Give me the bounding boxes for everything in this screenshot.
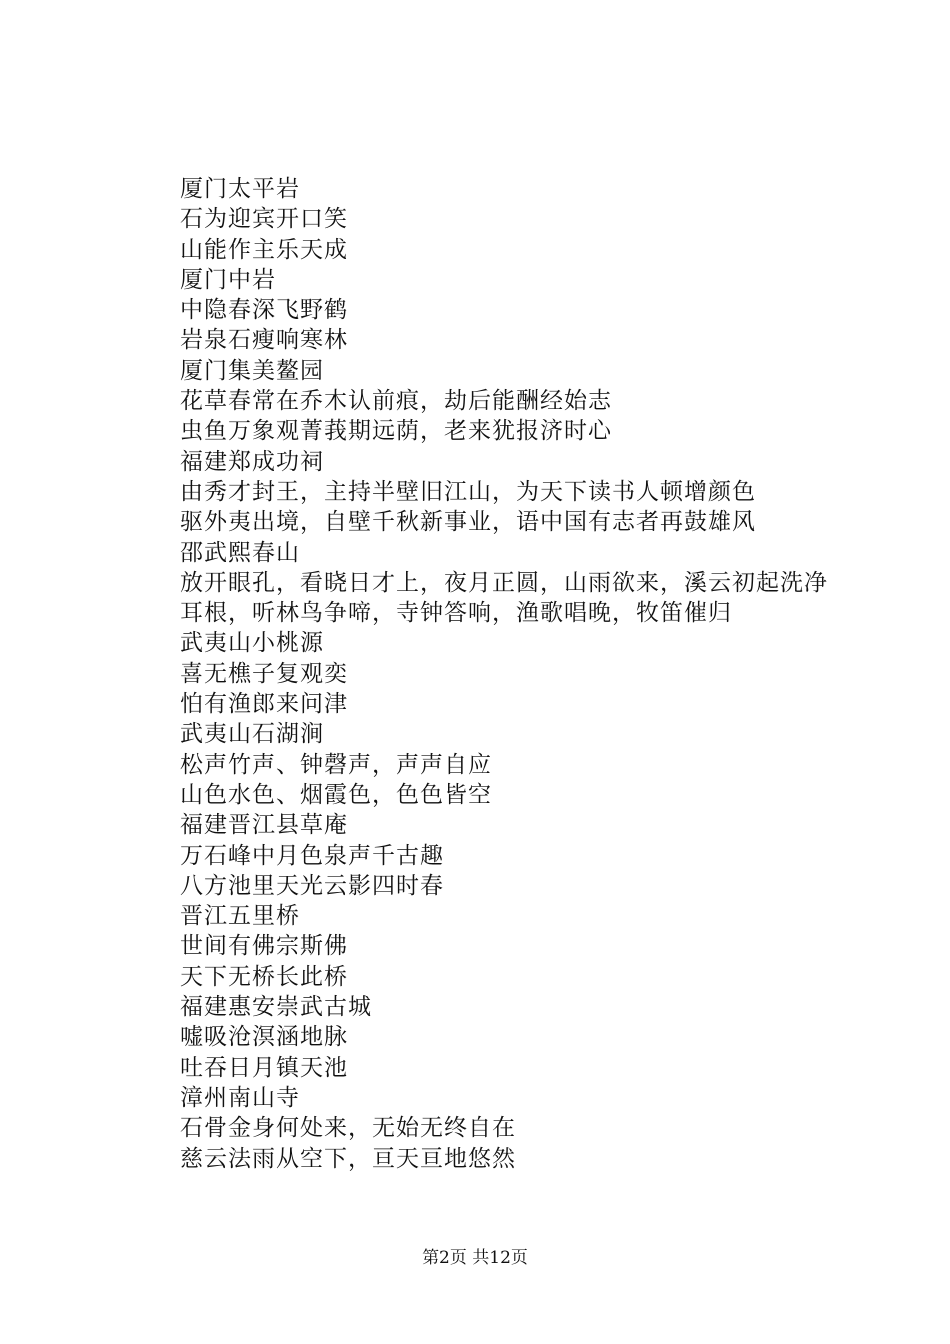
text-line: 世间有佛宗斯佛 xyxy=(180,933,348,960)
page-number-footer: 第2页 共12页 xyxy=(422,1248,528,1268)
text-line: 石为迎宾开口笑 xyxy=(180,206,348,233)
text-line: 厦门集美鳌园 xyxy=(180,357,324,384)
text-line: 八方池里天光云影四时春 xyxy=(180,872,444,899)
text-line: 山能作主乐天成 xyxy=(180,236,348,263)
text-line: 福建晋江县草庵 xyxy=(180,812,348,839)
text-line: 中隐春深飞野鹤 xyxy=(180,297,348,324)
text-line: 福建郑成功祠 xyxy=(180,448,324,475)
text-line: 山色水色、烟霞色，色色皆空 xyxy=(180,781,492,808)
text-line: 福建惠安崇武古城 xyxy=(180,994,372,1021)
text-line: 晋江五里桥 xyxy=(180,903,300,930)
text-line: 驱外夷出境，自壁千秋新事业，语中国有志者再鼓雄风 xyxy=(180,509,756,536)
text-line: 吐吞日月镇天池 xyxy=(180,1054,348,1081)
text-line: 万石峰中月色泉声千古趣 xyxy=(180,842,444,869)
text-line: 由秀才封王，主持半壁旧江山，为天下读书人顿增颜色 xyxy=(180,478,756,505)
text-line: 石骨金身何处来，无始无终自在 xyxy=(180,1115,516,1142)
text-line: 厦门中岩 xyxy=(180,266,276,293)
text-line: 武夷山石湖涧 xyxy=(180,721,324,748)
text-line: 邵武熙春山 xyxy=(180,539,300,566)
text-line: 喜无樵子复观奕 xyxy=(180,660,348,687)
text-line: 怕有渔郎来问津 xyxy=(180,691,348,718)
text-line: 岩泉石瘦响寒林 xyxy=(180,327,348,354)
text-paragraph: 放开眼孔，看晓日才上，夜月正圆，山雨欲来，溪云初起洗净耳根，听林鸟争啼，寺钟答响，渔歌唱晚，牧笛催归 xyxy=(180,569,828,627)
text-line: 慈云法雨从空下，亘天亘地悠然 xyxy=(180,1145,516,1172)
text-line: 天下无桥长此桥 xyxy=(180,963,348,990)
text-line: 厦门太平岩 xyxy=(180,176,300,202)
document-body xyxy=(130,174,850,1174)
text-line: 武夷山小桃源 xyxy=(180,630,324,657)
text-line: 漳州南山寺 xyxy=(180,1084,300,1111)
text-line: 花草春常在乔木认前痕，劫后能酬经始志 xyxy=(180,388,612,415)
text-line: 虫鱼万象观菁莪期远荫，老来犹报济时心 xyxy=(180,418,612,445)
text-line: 松声竹声、钟磬声，声声自应 xyxy=(180,751,492,778)
text-line: 嘘吸沧溟涵地脉 xyxy=(180,1024,348,1051)
